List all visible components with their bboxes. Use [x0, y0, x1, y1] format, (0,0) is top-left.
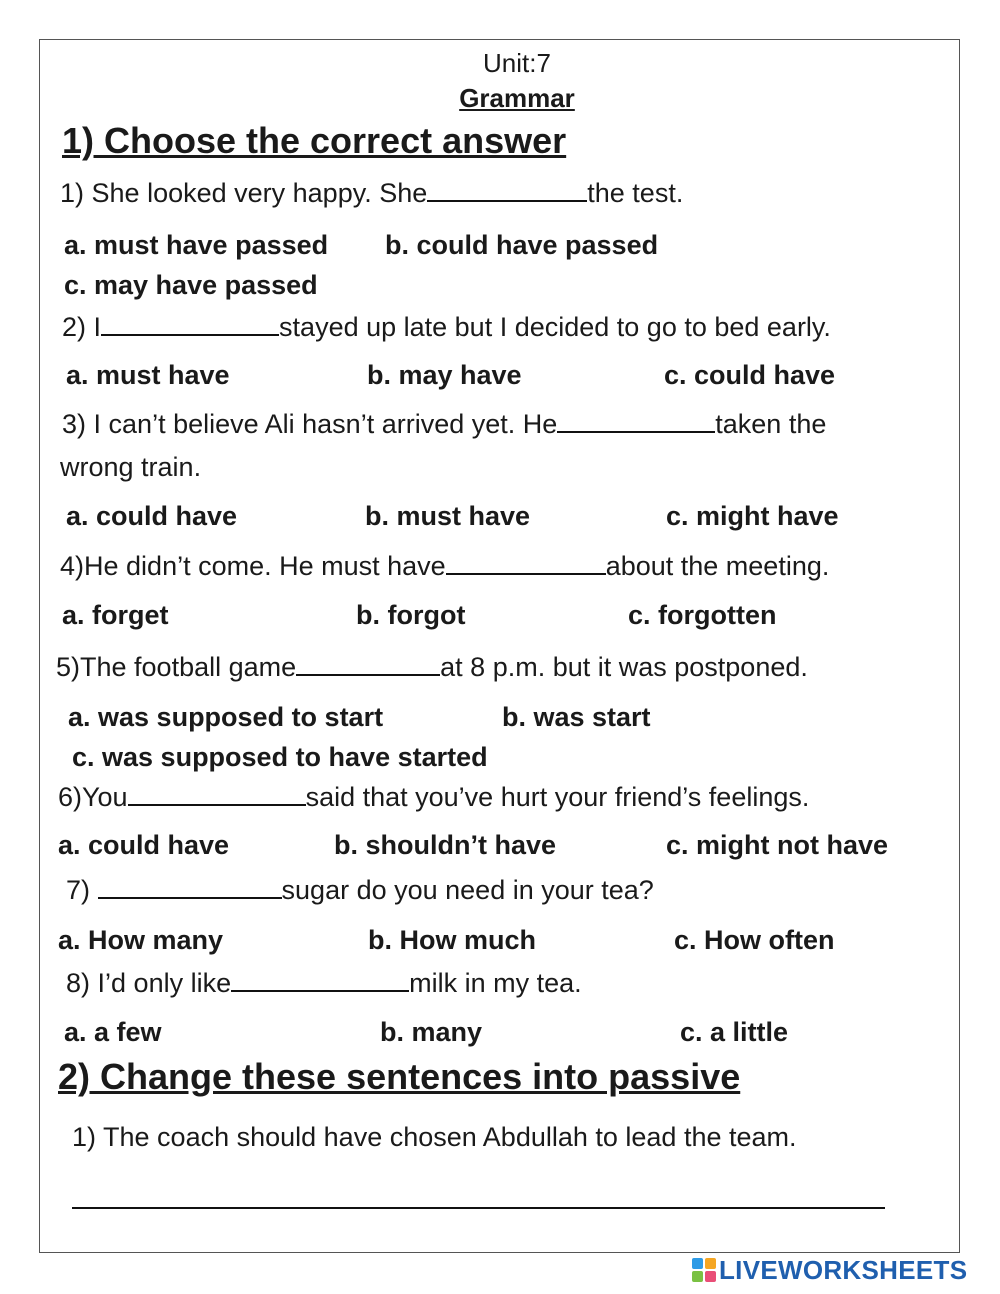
option-a[interactable]: a. a few	[64, 1017, 162, 1047]
question-text-before: I can’t believe Ali hasn’t arrived yet. He	[93, 409, 558, 439]
answer-blank[interactable]	[557, 409, 715, 433]
question-4	[60, 551, 829, 582]
logo-square	[692, 1258, 703, 1269]
question-text-after: the test.	[587, 178, 684, 208]
question-text-after: said that you’ve hurt your friend’s feelings.	[305, 782, 810, 812]
question-6	[58, 782, 809, 813]
question-text-after: milk in my tea.	[409, 968, 582, 998]
option-b[interactable]: b. many	[380, 1017, 483, 1047]
answer-blank[interactable]	[101, 312, 279, 336]
question-number: 2)	[62, 312, 87, 342]
logo-grid-icon	[692, 1258, 716, 1282]
option-b[interactable]: b. may have	[367, 360, 522, 390]
question-3	[62, 409, 826, 440]
option-a[interactable]: a. could have	[58, 830, 230, 860]
question-text-after: at 8 p.m. but it was postponed.	[440, 652, 808, 682]
question-text-before: The football game	[80, 652, 297, 682]
option-a[interactable]: a. must have	[66, 360, 230, 390]
option-b[interactable]: b. forgot	[356, 600, 466, 630]
question-text-before: She looked very happy. She	[91, 178, 428, 208]
section1-title: 1) Choose the correct answer	[62, 120, 567, 161]
question-number: 6)	[58, 782, 83, 812]
option-c[interactable]: c. a little	[680, 1017, 789, 1047]
question-number: 1)	[60, 178, 85, 208]
question-number: 8)	[66, 968, 91, 998]
section2-title: 2) Change these sentences into passive	[58, 1056, 741, 1097]
question-1	[60, 178, 683, 209]
option-c[interactable]: c. could have	[664, 360, 836, 390]
passive-sentence-1: 1) The coach should have chosen Abdullah to lead the team.	[72, 1122, 797, 1152]
answer-line[interactable]	[72, 1207, 885, 1209]
option-a[interactable]: a. was supposed to start	[68, 702, 384, 732]
option-b[interactable]: b. How much	[368, 925, 536, 955]
option-b[interactable]: b. shouldn’t have	[334, 830, 557, 860]
liveworksheets-logo	[692, 1256, 967, 1284]
logo-square	[705, 1271, 716, 1282]
question-number: 4)	[60, 551, 85, 581]
question-text-after: stayed up late but I decided to go to bed early.	[279, 312, 831, 342]
question-number: 7)	[66, 875, 91, 905]
option-a[interactable]: a. How many	[58, 925, 224, 955]
option-c[interactable]: c. forgotten	[628, 600, 777, 630]
answer-blank[interactable]	[98, 875, 282, 899]
option-c[interactable]: c. was supposed to have started	[72, 742, 488, 772]
option-b[interactable]: b. must have	[365, 501, 531, 531]
logo-square	[692, 1271, 703, 1282]
question-text-before: I’d only like	[97, 968, 232, 998]
question-text-before: He didn’t come. He must have	[84, 551, 446, 581]
option-b[interactable]: b. was start	[502, 702, 651, 732]
question-number: 5)	[56, 652, 81, 682]
question-text-after: sugar do you need in your tea?	[281, 875, 654, 905]
option-a[interactable]: a. must have passed	[64, 230, 329, 260]
logo-text: LIVEWORKSHEETS	[719, 1254, 968, 1285]
subject-title: Grammar	[459, 83, 575, 113]
option-b[interactable]: b. could have passed	[385, 230, 659, 260]
question-text-after: taken the	[715, 409, 827, 439]
answer-blank[interactable]	[128, 782, 306, 806]
question-2	[62, 312, 831, 343]
question-number: 3)	[62, 409, 87, 439]
option-c[interactable]: c. may have passed	[64, 270, 318, 300]
option-c[interactable]: c. might have	[666, 501, 839, 531]
option-a[interactable]: a. forget	[62, 600, 169, 630]
answer-blank[interactable]	[231, 968, 409, 992]
question-text-before: I	[93, 312, 102, 342]
answer-blank[interactable]	[296, 652, 440, 676]
question-8	[66, 968, 582, 999]
answer-blank[interactable]	[446, 551, 606, 575]
unit-label: Unit:7	[483, 48, 551, 78]
logo-square	[705, 1258, 716, 1269]
question-text-after: about the meeting.	[605, 551, 830, 581]
question-text-before: You	[82, 782, 128, 812]
question-3-line2: wrong train.	[60, 452, 202, 482]
question-7	[66, 875, 654, 906]
option-c[interactable]: c. might not have	[666, 830, 889, 860]
option-c[interactable]: c. How often	[674, 925, 835, 955]
question-5	[56, 652, 808, 683]
answer-blank[interactable]	[427, 178, 587, 202]
option-a[interactable]: a. could have	[66, 501, 238, 531]
